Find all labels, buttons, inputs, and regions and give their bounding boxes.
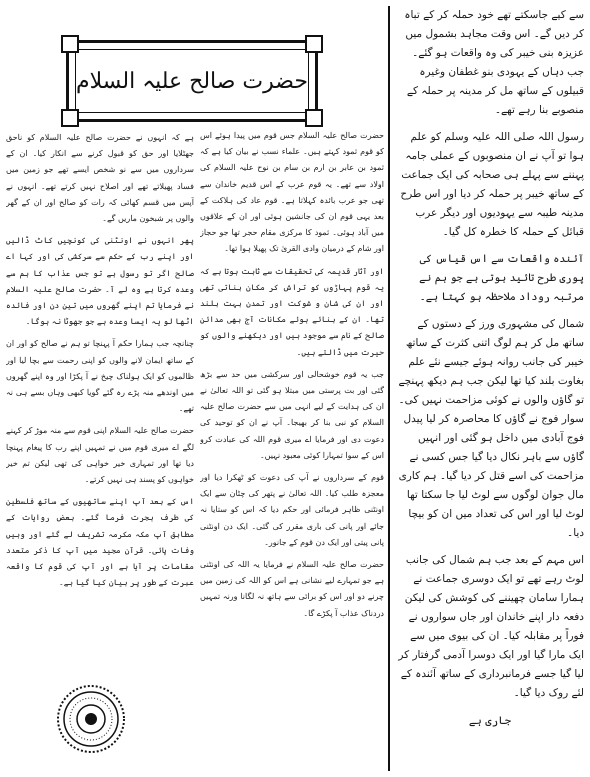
- column-divider: [388, 6, 390, 771]
- article-paragraph: قوم کے سرداروں نے آپ کی دعوت کو ٹھکرا دیا اور معجزہ طلب کیا۔ اللہ تعالیٰ نے پتھر کی چٹان سے ایک اونٹنی ظاہر فرمائی اور حکم دیا کہ اس کو ستایا نہ جائے اور پانی کی باری مقرر کی گئی۔ ایک دن اونٹنی پانی پیتی اور ایک دن قوم کے جانور۔: [200, 473, 384, 547]
- page-title: حضرت صالح علیہ السلام: [76, 68, 308, 94]
- article-paragraph: ہے کہ انہوں نے حضرت صالح علیہ السلام کو ناحق جھٹلایا اور حق کو قبول کرنے سے انکار کیا۔ ان کے سرداروں میں سے نو شخص ایسے تھے جو زمین میں فساد پھیلاتے تھے اور اصلاح نہیں کرتے تھے۔ انہوں نے آپس میں قسم کھائی کہ رات کو صالح اور ان کے گھر والوں پر شبخون ماریں گے۔: [6, 133, 194, 224]
- banner-corner-ornament: [305, 109, 323, 127]
- handwritten-paragraph: آئندہ واقعات سے اس قیاس کی پوری طرح تائید ہوتی ہے جو ہم نے مرتبہ روداد ملاحظہ ہو کہتا ہے۔: [419, 253, 584, 303]
- article-column-middle: [200, 128, 384, 773]
- continued-note: جاری ہے: [468, 714, 512, 727]
- article-column-left: [6, 130, 194, 775]
- article-paragraph: حضرت صالح علیہ السلام جس قوم میں پیدا ہوئے اس کو قوم ثمود کہتے ہیں۔ علماء نسب نے بیان کیا ہے کہ ثمود بن عابر بن ارم بن سام بن نوح علیہ السلام کی اولاد سے تھے۔ یہ قوم عرب کے اس قدیم خاندان سے تھی جو عرب بائدہ کہلاتا ہے۔ قوم عاد کی ہلاکت کے بعد یہی قوم ان کی جانشین ہوئی اور ان کے علاقوں میں آباد ہوئی۔ ثمود کا مرکزی مقام حجر تھا جو حجاز اور شام کے درمیان وادی القریٰ تک پھیلا ہوا تھا۔: [200, 131, 384, 254]
- handwritten-paragraph: رسول اللہ صلی اللہ علیہ وسلم کو علم ہوا تو آپ نے ان منصوبوں کے عملی جامہ پہننے سے پہلے ہی صحابہ کی ایک جماعت کے ساتھ خیبر پر حملہ کر دیا اور اس طرح مدینہ طیبہ سے یہودیوں اور دیگر عرب قبائل کے حملہ کا خطرہ کل گیا۔: [400, 131, 584, 238]
- article-paragraph: حضرت صالح علیہ السلام اپنی قوم سے منہ موڑ کر کہنے لگے اے میری قوم میں نے تمہیں اپنے رب کا پیغام پہنچا دیا تھا اور تمہاری خیر خواہی کی تھی لیکن تم خیر خواہوں کو پسند ہی نہیں کرتے۔: [6, 426, 194, 485]
- article-paragraph: جب یہ قوم خوشحالی اور سرکشی میں حد سے بڑھ گئی اور بت پرستی میں مبتلا ہو گئی تو اللہ تعالیٰ نے ان کی ہدایت کے لیے انہی میں سے حضرت صالح علیہ السلام کو نبی بنا کر بھیجا۔ آپ نے ان کو توحید کی دعوت دی اور فرمایا اے میری قوم اللہ کی عبادت کرو اس کے سوا تمہارا کوئی معبود نہیں۔: [200, 369, 384, 460]
- article-paragraph: چنانچہ جب ہمارا حکم آ پہنچا تو ہم نے صالح کو اور ان کے ساتھ ایمان لانے والوں کو اپنی رحمت سے بچا لیا اور ظالموں کو ایک ہولناک چیخ نے آ پکڑا اور وہ اپنے گھروں میں اوندھے منہ پڑے رہ گئے گویا کبھی وہاں بسے ہی نہ تھے۔: [6, 339, 194, 414]
- handwritten-paragraph: اس مہم کے بعد جب ہم شمال کی جانب لوٹ رہے تھے تو ایک دوسری جماعت نے ہمارا سامان چھیننے کی کوشش کی لیکن دفعہ دار اپنے خاندان اور جاں سواروں نے فوراً پر مقابلہ کیا۔ ان کی بیوی میں سے ایک مارا گیا اور ایک دوسرا آدمی گرفتار کر لیا گیا جسے فرمانبرداری کے ساتھ آئندہ کے لئے روک دیا گیا۔: [398, 554, 584, 699]
- banner-corner-ornament: [61, 109, 79, 127]
- banner-corner-ornament: [61, 35, 79, 53]
- article-paragraph: اور آثار قدیمہ کی تحقیقات سے ثابت ہوتا ہے کہ یہ قوم پہاڑوں کو تراش کر مکان بناتی تھی اور ان کی شان و شوکت اور تمدن بہت بلند تھا۔ ان کے بنائے ہوئے مکانات آج بھی مدائن صالح کے نام سے موجود ہیں اور دیکھنے والوں کو حیرت میں ڈالتے ہیں۔: [200, 266, 384, 357]
- handwritten-paragraph: شمال کی مشہوری ورز کے دستوں کے ساتھ مل کر ہم لوگ اتنی کثرت کے ساتھ خیبر کی جانب روانہ ہوئے جیسے نئے علم بغاوت بلند کیا تھا لیکن جب ہم دیکھ پہنچے تو گاؤں والوں نے کوئی مزاحمت نہیں کی۔ سوار فوج نے گاؤں کا محاصرہ کر لیا پیدل فوج آبادی میں داخل ہو گئی اور انہیں گاؤں سے باہر نکال دیا گیا جس کسی نے مزاحمت کی اسے قتل کر دیا گیا۔ ہم کاری مال جوان لوگوں سے لوٹ لیا جا سکتا تھا لوٹ لیا اور اس کی تعداد میں ان کو بیچا دیا۔: [398, 318, 584, 539]
- banner-corner-ornament: [305, 35, 323, 53]
- article-paragraph: پھر انہوں نے اونٹنی کی کونچیں کاٹ ڈالیں اور اپنے رب کے حکم سے سرکشی کی اور کہا اے صالح اگر تو رسول ہے تو جس عذاب کا ہم سے وعدہ کرتا ہے وہ لے آ۔ حضرت صالح علیہ السلام نے فرمایا تم اپنے گھروں میں تین دن اور فائدہ اٹھا لو یہ ایسا وعدہ ہے جو جھوٹا نہ ہوگا۔: [6, 236, 194, 327]
- article-paragraph: اس کے بعد آپ اپنے ساتھیوں کے ساتھ فلسطین کی طرف ہجرت فرما گئے۔ بعض روایات کے مطابق آپ مکہ مکرمہ تشریف لے گئے اور وہیں وفات پائی۔ قرآن مجید میں آپ کا ذکر متعدد مقامات پر آیا ہے اور آپ کی قوم کا واقعہ عبرت کے طور پر بیان کیا گیا ہے۔: [6, 497, 194, 588]
- article-paragraph: حضرت صالح علیہ السلام نے فرمایا یہ اللہ کی اونٹنی ہے جو تمہارے لیے نشانی ہے اس کو اللہ کی زمین میں چرنے دو اور اس کو برائی سے ہاتھ نہ لگانا ورنہ تمہیں دردناک عذاب آ پکڑے گا۔: [200, 560, 384, 618]
- title-banner: [66, 40, 318, 122]
- handwritten-paragraph: سے کیے جاسکتے تھے خود حملہ کر کے تباہ کر دیں گے۔ اس وقت مجاہد بشمول میں عزیزہ بنی خیبر کی وہ واقعات ہو گئے۔ جب دہاں کے یہودی بنو غطفان وغیرہ قبیلوں کے ساتھ مل کر مدینہ پر حملہ کے منصوبے بنا رہے تھے۔: [404, 9, 584, 116]
- handwritten-column: [396, 6, 584, 771]
